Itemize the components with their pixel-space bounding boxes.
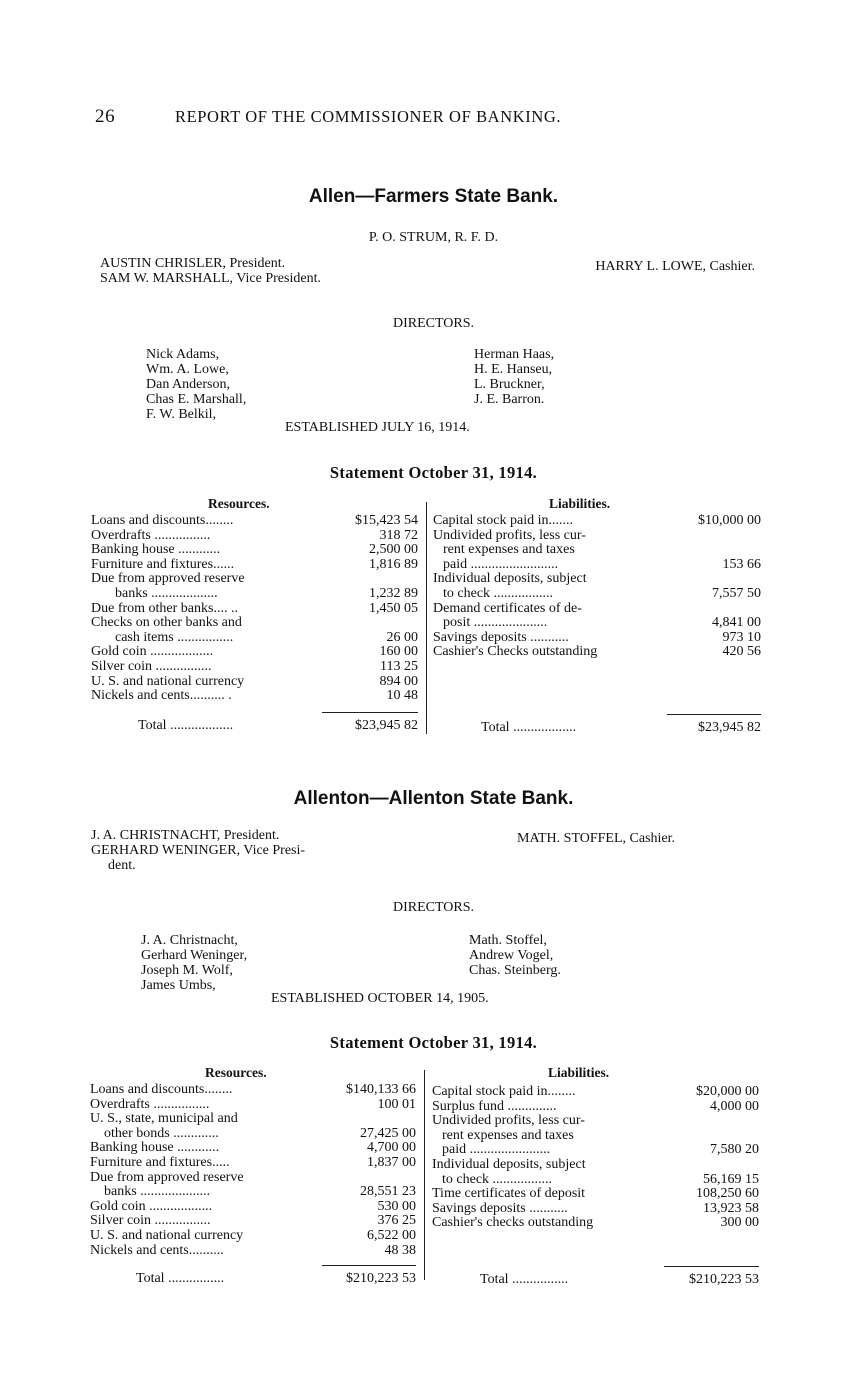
- total-rule: [322, 712, 418, 713]
- total-rule: [322, 1265, 416, 1266]
- table-row: cash items ................ 26 00: [115, 629, 418, 645]
- table-row: Nickels and cents.......... . 10 48: [91, 688, 418, 704]
- table-row: U. S. and national currency 6,522 00: [90, 1227, 416, 1243]
- director: H. E. Hanseu,: [474, 362, 553, 377]
- table-row: Banking house ............ 2,500 00: [91, 542, 418, 558]
- table-row: Savings deposits ........... 13,923 58: [432, 1200, 759, 1216]
- president: AUSTIN CHRISLER, President.: [100, 256, 286, 271]
- table-row: Nickels and cents.......... 48 38: [90, 1242, 416, 1258]
- table-row: rent expenses and taxes: [443, 542, 575, 558]
- directors-right: [474, 347, 554, 407]
- vice-president-cont: dent.: [108, 858, 136, 873]
- table-row: Checks on other banks and: [91, 615, 242, 631]
- director: Joseph M. Wolf,: [141, 963, 233, 978]
- resources-table: [90, 1083, 416, 1258]
- table-row: Due from approved reserve: [90, 1169, 244, 1185]
- table-row: banks .................... 28,551 23: [104, 1184, 416, 1200]
- table-row: Loans and discounts........ $15,423 54: [91, 513, 418, 528]
- table-row: Savings deposits ........... 973 10: [433, 629, 761, 645]
- liabilities-heading: Liabilities.: [549, 496, 611, 511]
- table-row: Surplus fund .............. 4,000 00: [432, 1098, 759, 1114]
- total-row: Total .................. $23,945 82: [138, 718, 418, 733]
- table-row: Gold coin .................. 160 00: [91, 644, 418, 660]
- vice-president: SAM W. MARSHALL, Vice President.: [100, 271, 321, 286]
- director: James Umbs,: [141, 978, 216, 993]
- director: Nick Adams,: [146, 347, 220, 362]
- liabilities-table: [433, 514, 761, 660]
- table-row: U. S., state, municipal and: [90, 1111, 238, 1127]
- table-row: Due from approved reserve: [91, 571, 245, 587]
- table-row: Time certificates of deposit 108,250 60: [432, 1186, 759, 1202]
- resources-table: [91, 514, 418, 704]
- director: J. E. Barron.: [474, 392, 545, 407]
- table-row: Overdrafts ................ 100 01: [90, 1096, 416, 1112]
- director: Wm. A. Lowe,: [146, 362, 229, 377]
- resources-total: [136, 1269, 416, 1289]
- running-title: REPORT OF THE COMMISSIONER OF BANKING.: [175, 107, 562, 126]
- cashier: MATH. STOFFEL, Cashier.: [517, 831, 676, 846]
- table-row: Capital stock paid in........ $20,000 00: [432, 1084, 759, 1099]
- table-row: Undivided profits, less cur-: [433, 527, 586, 543]
- table-row: Individual deposits, subject: [433, 571, 587, 587]
- directors-left: [146, 347, 246, 422]
- resources-heading: Resources.: [208, 496, 270, 511]
- column-divider: [426, 502, 427, 734]
- director: Gerhard Weninger,: [141, 948, 248, 963]
- liabilities-total: [481, 718, 761, 738]
- table-row: Gold coin .................. 530 00: [90, 1198, 416, 1214]
- total-row: Total .................. $23,945 82: [481, 720, 761, 735]
- director: Dan Anderson,: [146, 377, 230, 392]
- table-row: Furniture and fixtures..... 1,837 00: [90, 1154, 416, 1170]
- table-row: Silver coin ................ 113 25: [91, 658, 418, 674]
- bank-title: Allenton—Allenton State Bank.: [293, 788, 574, 809]
- director: Herman Haas,: [474, 347, 555, 362]
- table-row: paid ....................... 7,580 20: [442, 1142, 759, 1158]
- table-row: posit ..................... 4,841 00: [443, 615, 761, 631]
- established: ESTABLISHED JULY 16, 1914.: [285, 420, 470, 435]
- table-row: banks ................... 1,232 89: [115, 585, 418, 601]
- liabilities-heading: Liabilities.: [548, 1065, 610, 1080]
- director: Math. Stoffel,: [469, 933, 547, 948]
- table-row: Cashier's Checks outstanding 420 56: [433, 644, 761, 660]
- table-row: Capital stock paid in....... $10,000 00: [433, 513, 761, 528]
- post-office: P. O. STRUM, R. F. D.: [368, 230, 499, 245]
- liabilities-table: [432, 1085, 759, 1231]
- directors-right: [469, 933, 561, 978]
- table-row: Undivided profits, less cur-: [432, 1113, 585, 1129]
- director: Chas E. Marshall,: [146, 392, 247, 407]
- directors-heading: DIRECTORS.: [392, 316, 475, 331]
- table-row: U. S. and national currency 894 00: [91, 673, 418, 689]
- director: Chas. Steinberg.: [469, 963, 561, 978]
- directors-heading: DIRECTORS.: [392, 900, 475, 915]
- running-header: [95, 106, 561, 128]
- director: J. A. Christnacht,: [141, 933, 238, 948]
- director: F. W. Belkil,: [146, 407, 217, 422]
- table-row: paid ......................... 153 66: [443, 556, 761, 572]
- total-rule: [664, 1266, 759, 1267]
- resources-heading: Resources.: [205, 1065, 267, 1080]
- total-row: Total ................ $210,223 53: [136, 1271, 416, 1286]
- table-row: to check ................. 56,169 15: [442, 1171, 759, 1187]
- table-row: Silver coin ................ 376 25: [90, 1213, 416, 1229]
- total-row: Total ................ $210,223 53: [480, 1272, 759, 1287]
- page-number: 26: [95, 106, 116, 127]
- table-row: Due from other banks.... .. 1,450 05: [91, 600, 418, 616]
- statement-heading: Statement October 31, 1914.: [329, 463, 538, 482]
- director: Andrew Vogel,: [469, 948, 554, 963]
- liabilities-total: [480, 1270, 759, 1290]
- column-divider: [424, 1070, 425, 1280]
- table-row: Individual deposits, subject: [432, 1156, 586, 1172]
- table-row: other bonds ............. 27,425 00: [104, 1125, 416, 1141]
- directors-left: [141, 933, 247, 993]
- resources-total: [138, 716, 418, 736]
- total-rule: [667, 714, 761, 715]
- vice-president: GERHARD WENINGER, Vice Presi-: [91, 843, 306, 858]
- statement-heading: Statement October 31, 1914.: [329, 1033, 538, 1052]
- table-row: Overdrafts ................ 318 72: [91, 527, 418, 543]
- table-row: Demand certificates of de-: [433, 600, 582, 616]
- bank-title: Allen—Farmers State Bank.: [308, 186, 559, 207]
- established: ESTABLISHED OCTOBER 14, 1905.: [271, 991, 489, 1006]
- table-row: rent expenses and taxes: [442, 1127, 574, 1143]
- cashier: HARRY L. LOWE, Cashier.: [595, 259, 755, 274]
- table-row: Cashier's checks outstanding 300 00: [432, 1215, 759, 1231]
- director: L. Bruckner,: [474, 377, 545, 392]
- table-row: to check ................. 7,557 50: [443, 585, 761, 601]
- president: J. A. CHRISTNACHT, President.: [91, 828, 280, 843]
- table-row: Loans and discounts........ $140,133 66: [90, 1082, 416, 1097]
- table-row: Furniture and fixtures...... 1,816 89: [91, 556, 418, 572]
- table-row: Banking house ............ 4,700 00: [90, 1140, 416, 1156]
